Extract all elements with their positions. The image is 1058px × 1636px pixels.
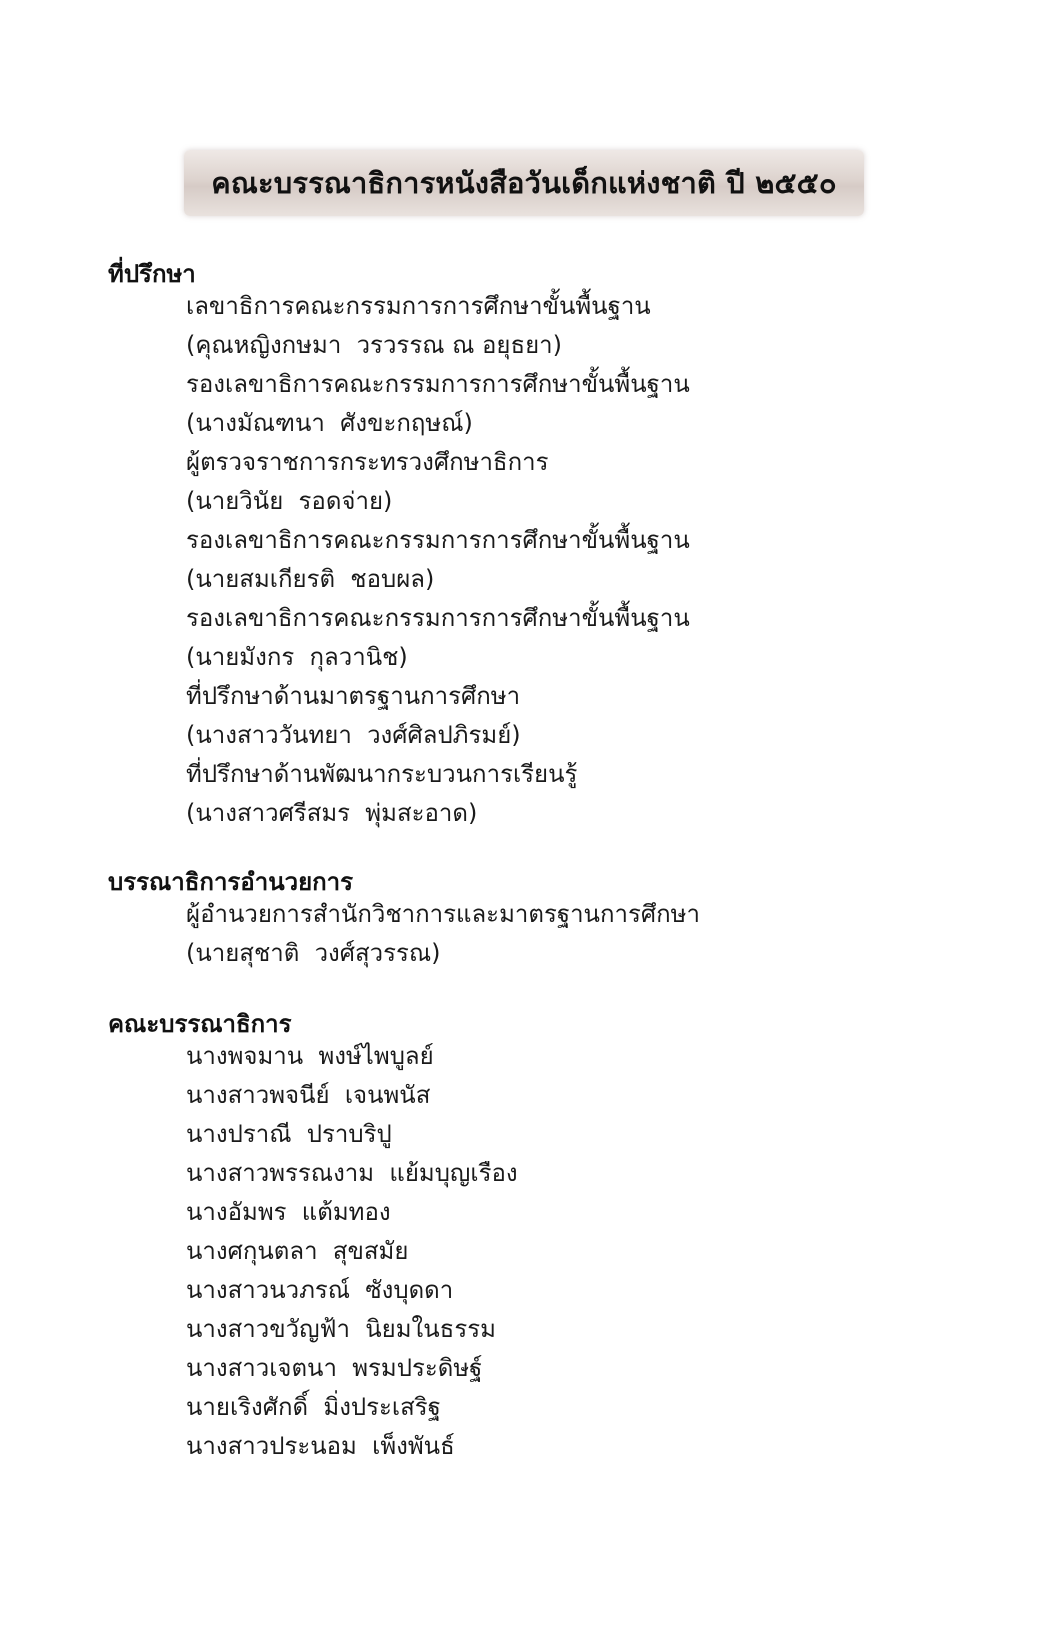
list-item: นายเริงศักดิ์ มิ่งประเสริฐ [186, 1393, 441, 1421]
list-item: นางพจมาน พงษ์ไพบูลย์ [186, 1042, 434, 1070]
list-item: รองเลขาธิการคณะกรรมการการศึกษาขั้นพื้นฐาน [186, 526, 690, 554]
list-item: ผู้อำนวยการสำนักวิชาการและมาตรฐานการศึกษา [186, 900, 700, 928]
list-item: รองเลขาธิการคณะกรรมการการศึกษาขั้นพื้นฐาน [186, 370, 690, 398]
list-item: (นายสุชาติ วงศ์สุวรรณ) [186, 939, 441, 967]
list-item: นางสาวพรรณงาม แย้มบุญเรือง [186, 1159, 518, 1187]
list-item: นางสาวเจตนา พรมประดิษฐ์ [186, 1354, 483, 1382]
list-item: (นางสาวศรีสมร พุ่มสะอาด) [186, 799, 478, 827]
section-heading: ที่ปรึกษา [108, 260, 196, 288]
list-item: นางสาวขวัญฟ้า นิยมในธรรม [186, 1315, 496, 1343]
list-item: นางอัมพร แต้มทอง [186, 1198, 391, 1226]
list-item: เลขาธิการคณะกรรมการการศึกษาขั้นพื้นฐาน [186, 292, 651, 320]
page-title: คณะบรรณาธิการหนังสือวันเด็กแห่งชาติ ปี ๒๕๕๐ [211, 166, 837, 200]
list-item: นางศกุนตลา สุขสมัย [186, 1237, 409, 1265]
list-item: นางสาวพจนีย์ เจนพนัส [186, 1081, 431, 1109]
title-banner [184, 150, 864, 216]
list-item: นางสาวนวภรณ์ ซังบุดดา [186, 1276, 454, 1304]
list-item: นางปราณี ปราบริปู [186, 1120, 392, 1148]
list-item: ที่ปรึกษาด้านพัฒนากระบวนการเรียนรู้ [186, 760, 578, 788]
list-item: (นายสมเกียรติ ชอบผล) [186, 565, 435, 593]
list-item: (นายมังกร กุลวานิช) [186, 643, 408, 671]
section-heading: บรรณาธิการอำนวยการ [108, 868, 354, 896]
section-heading: คณะบรรณาธิการ [108, 1010, 292, 1038]
list-item: (นางสาววันทยา วงศ์ศิลปภิรมย์) [186, 721, 521, 749]
list-item: (นางมัณฑนา ศังขะกฤษณ์) [186, 409, 473, 437]
list-item: (คุณหญิงกษมา วรวรรณ ณ อยุธยา) [186, 331, 563, 359]
list-item: ที่ปรึกษาด้านมาตรฐานการศึกษา [186, 682, 521, 710]
list-item: ผู้ตรวจราชการกระทรวงศึกษาธิการ [186, 448, 549, 476]
list-item: รองเลขาธิการคณะกรรมการการศึกษาขั้นพื้นฐาน [186, 604, 690, 632]
list-item: นางสาวประนอม เพ็งพันธ์ [186, 1432, 455, 1460]
list-item: (นายวินัย รอดจ่าย) [186, 487, 393, 515]
